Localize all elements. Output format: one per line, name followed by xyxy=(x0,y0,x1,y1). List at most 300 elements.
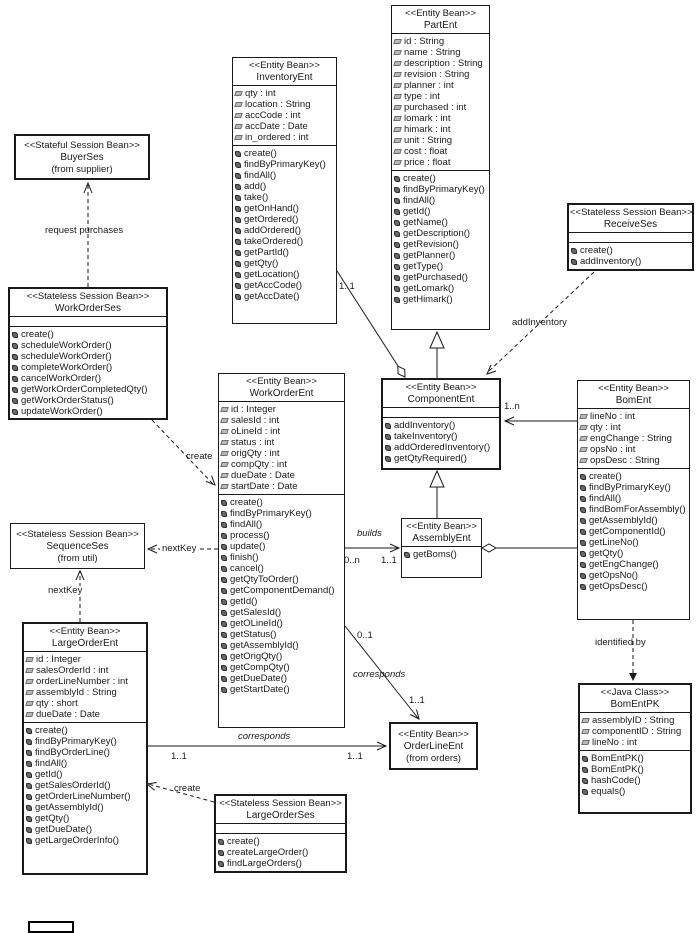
operation-icon xyxy=(12,332,18,338)
stereotype-label: <<Entity Bean>> xyxy=(406,521,477,532)
operation-icon xyxy=(12,376,18,382)
operation-row xyxy=(580,482,688,493)
class-boment xyxy=(577,380,690,620)
member-text: opsNo : int xyxy=(590,444,636,455)
operation-icon xyxy=(12,387,18,393)
operations-compartment xyxy=(580,750,690,812)
member-text: scheduleWorkOrder() xyxy=(21,340,112,351)
operation-row xyxy=(235,236,335,247)
operation-icon xyxy=(235,294,241,300)
operation-icon xyxy=(394,264,400,270)
class-inventoryent xyxy=(232,57,337,324)
member-text: planner : int xyxy=(404,80,454,91)
operations-compartment xyxy=(578,468,689,619)
operation-row xyxy=(582,775,689,786)
operation-row xyxy=(12,373,165,384)
operation-row xyxy=(235,181,335,192)
class-name: LargeOrderSes xyxy=(246,810,315,821)
operation-icon xyxy=(582,789,588,795)
operation-row xyxy=(394,250,488,261)
operation-row xyxy=(394,184,488,195)
member-text: salesId : int xyxy=(231,415,280,426)
operation-icon xyxy=(218,839,224,845)
operation-row xyxy=(12,329,165,340)
operation-icon xyxy=(221,500,227,506)
operation-row xyxy=(26,824,145,835)
class-name: BomEnt xyxy=(615,395,652,406)
member-text: status : int xyxy=(231,437,275,448)
member-text: qty : short xyxy=(36,698,78,709)
member-text: findByPrimaryKey() xyxy=(403,184,485,195)
class-title xyxy=(391,727,476,766)
attribute-icon xyxy=(220,451,229,456)
operation-icon xyxy=(235,283,241,289)
operation-icon xyxy=(394,242,400,248)
operation-row xyxy=(580,471,688,482)
class-package: (from orders) xyxy=(406,752,461,764)
stereotype-label: <<Stateless Session Bean>> xyxy=(570,207,693,218)
operation-row xyxy=(580,493,688,504)
operation-row xyxy=(26,725,145,736)
attribute-icon xyxy=(25,701,34,706)
operation-icon xyxy=(394,187,400,193)
operation-icon xyxy=(385,445,391,451)
class-name: AssemblyEnt xyxy=(412,533,471,544)
operation-row xyxy=(571,256,691,267)
class-name: BuyerSes xyxy=(60,151,104,163)
class-title xyxy=(219,374,344,401)
operation-row xyxy=(582,786,689,797)
member-text: getStatus() xyxy=(230,629,277,640)
operation-row xyxy=(221,618,343,629)
member-text: opsDesc : String xyxy=(590,455,660,466)
member-text: create() xyxy=(403,173,436,184)
operation-icon xyxy=(580,529,586,535)
attributes-compartment xyxy=(383,407,499,417)
operation-row xyxy=(26,736,145,747)
multiplicity-builds-target: 1..1 xyxy=(381,555,397,566)
class-receiveses xyxy=(567,203,694,271)
operation-icon xyxy=(12,354,18,360)
attribute-icon xyxy=(234,91,243,96)
operation-row xyxy=(221,552,343,563)
attributes-compartment xyxy=(216,823,345,833)
member-text: componentID : String xyxy=(592,726,682,737)
operation-row xyxy=(12,340,165,351)
operation-icon xyxy=(235,173,241,179)
member-text: lineNo : int xyxy=(590,411,635,422)
operation-row xyxy=(580,526,688,537)
operation-row xyxy=(394,261,488,272)
operation-icon xyxy=(221,522,227,528)
attribute-row xyxy=(26,676,145,687)
member-text: equals() xyxy=(591,786,626,797)
operation-row xyxy=(235,159,335,170)
member-text: finish() xyxy=(230,552,259,563)
member-text: getSalesOrderId() xyxy=(35,780,111,791)
member-text: addOrderedInventory() xyxy=(394,442,491,453)
member-text: getId() xyxy=(403,206,431,217)
attribute-icon xyxy=(234,135,243,140)
edge-label-builds: builds xyxy=(357,528,382,539)
operation-row xyxy=(235,269,335,280)
operation-icon xyxy=(221,566,227,572)
operation-row xyxy=(580,504,688,515)
attributes-compartment xyxy=(10,316,166,326)
member-text: getAccDate() xyxy=(244,291,300,302)
attribute-row xyxy=(235,88,335,99)
attribute-row xyxy=(394,124,488,135)
member-text: in_ordered : int xyxy=(245,132,309,143)
operation-icon xyxy=(394,286,400,292)
member-text: getName() xyxy=(403,217,448,228)
member-text: takeOrdered() xyxy=(244,236,304,247)
class-componentent xyxy=(381,378,501,470)
member-text: getHimark() xyxy=(403,294,453,305)
operation-icon xyxy=(26,838,32,844)
operation-row xyxy=(26,769,145,780)
member-text: getQty() xyxy=(244,258,279,269)
operations-compartment xyxy=(10,326,166,418)
operation-row xyxy=(218,836,344,847)
attribute-icon xyxy=(579,447,588,452)
attribute-row xyxy=(221,415,343,426)
member-text: BomEntPK() xyxy=(591,753,644,764)
operation-icon xyxy=(26,739,32,745)
stereotype-label: <<Entity Bean>> xyxy=(49,626,121,637)
operation-icon xyxy=(221,643,227,649)
attribute-icon xyxy=(393,138,402,143)
attributes-compartment xyxy=(580,712,690,750)
operation-row xyxy=(394,173,488,184)
member-text: accCode : int xyxy=(245,110,301,121)
operation-icon xyxy=(221,687,227,693)
attribute-icon xyxy=(25,657,34,662)
operation-row xyxy=(221,651,343,662)
attribute-row xyxy=(394,80,488,91)
operation-row xyxy=(582,753,689,764)
member-text: startDate : Date xyxy=(231,481,298,492)
attribute-row xyxy=(582,715,689,726)
operation-row xyxy=(394,206,488,217)
attribute-row xyxy=(394,146,488,157)
operation-icon xyxy=(221,654,227,660)
operations-compartment xyxy=(233,145,336,323)
operation-icon xyxy=(221,599,227,605)
member-text: cancel() xyxy=(230,563,264,574)
member-text: getPartId() xyxy=(244,247,289,258)
operation-icon xyxy=(12,365,18,371)
member-text: findByPrimaryKey() xyxy=(230,508,312,519)
operation-icon xyxy=(235,206,241,212)
class-assemblyent xyxy=(401,518,482,578)
operation-row xyxy=(385,453,498,464)
stereotype-label: <<Stateful Session Bean>> xyxy=(24,139,140,151)
class-largeorderses xyxy=(214,794,347,873)
class-name: LargeOrderEnt xyxy=(51,638,119,649)
member-text: addInventory() xyxy=(394,420,456,431)
operation-row xyxy=(221,541,343,552)
operation-icon xyxy=(221,577,227,583)
operation-row xyxy=(235,247,335,258)
attribute-row xyxy=(26,698,145,709)
operation-row xyxy=(571,245,691,256)
operation-row xyxy=(394,228,488,239)
operation-icon xyxy=(221,621,227,627)
operation-icon xyxy=(26,750,32,756)
operation-icon xyxy=(221,676,227,682)
attribute-row xyxy=(394,102,488,113)
attribute-row xyxy=(221,470,343,481)
member-text: create() xyxy=(35,725,68,736)
class-title xyxy=(402,519,481,546)
class-bomentpk xyxy=(578,683,692,814)
attribute-icon xyxy=(579,425,588,430)
operation-row xyxy=(580,581,688,592)
stereotype-label: <<Stateless Session Bean>> xyxy=(26,291,150,302)
operation-icon xyxy=(580,485,586,491)
edge-label-create-largeorder: create xyxy=(174,783,201,794)
operation-icon xyxy=(235,151,241,157)
attribute-icon xyxy=(393,94,402,99)
operation-icon xyxy=(26,728,32,734)
class-name: PartEnt xyxy=(423,20,458,31)
attribute-row xyxy=(582,737,689,748)
stereotype-label: <<Entity Bean>> xyxy=(598,383,669,394)
member-text: hashCode() xyxy=(591,775,641,786)
operation-icon xyxy=(26,816,32,822)
member-text: getQty() xyxy=(589,548,624,559)
member-text: getOpsDesc() xyxy=(589,581,648,592)
class-largeorderent xyxy=(22,622,148,875)
operation-icon xyxy=(582,756,588,762)
operation-row xyxy=(235,148,335,159)
attribute-row xyxy=(221,459,343,470)
attribute-row xyxy=(580,455,688,466)
member-text: getDueDate() xyxy=(35,824,93,835)
class-buyerses xyxy=(14,134,150,180)
class-name: WorkOrderEnt xyxy=(249,388,314,399)
operation-icon xyxy=(221,533,227,539)
member-text: getOpsNo() xyxy=(589,570,639,581)
operation-row xyxy=(12,406,165,417)
stereotype-label: <<Entity Bean>> xyxy=(249,60,320,71)
operation-icon xyxy=(26,827,32,833)
member-text: getOrdered() xyxy=(244,214,299,225)
attributes-compartment xyxy=(219,401,344,494)
operation-row xyxy=(580,537,688,548)
edge-label-add-inventory: addInventory xyxy=(512,317,567,328)
member-text: getDueDate() xyxy=(230,673,288,684)
operation-row xyxy=(580,548,688,559)
member-text: cost : float xyxy=(404,146,448,157)
attribute-row xyxy=(394,58,488,69)
member-text: qty : int xyxy=(590,422,621,433)
operation-row xyxy=(12,395,165,406)
operation-row xyxy=(12,362,165,373)
member-text: himark : int xyxy=(404,124,451,135)
attribute-icon xyxy=(25,690,34,695)
operation-icon xyxy=(221,665,227,671)
member-text: add() xyxy=(244,181,267,192)
member-text: price : float xyxy=(404,157,451,168)
attribute-icon xyxy=(234,113,243,118)
attribute-icon xyxy=(220,440,229,445)
class-workorderent xyxy=(218,373,345,728)
class-name: SequenceSes xyxy=(46,540,109,552)
operation-icon xyxy=(218,861,224,867)
attribute-icon xyxy=(581,718,590,723)
attribute-icon xyxy=(393,105,402,110)
operation-row xyxy=(26,780,145,791)
stereotype-label: <<Java Class>> xyxy=(600,687,670,698)
member-text: findByPrimaryKey() xyxy=(244,159,326,170)
operation-icon xyxy=(221,588,227,594)
member-text: location : String xyxy=(245,99,311,110)
member-text: getOrderLineNumber() xyxy=(35,791,131,802)
operation-icon xyxy=(385,423,391,429)
member-text: create() xyxy=(244,148,277,159)
attribute-row xyxy=(221,437,343,448)
member-text: findAll() xyxy=(230,519,263,530)
attribute-row xyxy=(580,433,688,444)
operation-icon xyxy=(26,783,32,789)
operation-icon xyxy=(12,343,18,349)
member-text: getStartDate() xyxy=(230,684,290,695)
operation-icon xyxy=(394,253,400,259)
operation-row xyxy=(235,192,335,203)
attributes-compartment xyxy=(233,85,336,145)
class-title xyxy=(569,205,692,232)
edge-label-nextkey-workorder: nextKey xyxy=(162,543,197,554)
class-title xyxy=(11,527,144,566)
attribute-row xyxy=(394,135,488,146)
class-orderlineent xyxy=(389,722,478,770)
class-name: WorkOrderSes xyxy=(55,303,121,314)
operation-icon xyxy=(235,228,241,234)
attribute-row xyxy=(221,481,343,492)
member-text: getWorkOrderStatus() xyxy=(21,395,114,406)
operations-compartment xyxy=(402,546,481,577)
attribute-icon xyxy=(220,462,229,467)
operation-icon xyxy=(580,551,586,557)
member-text: findAll() xyxy=(35,758,68,769)
operation-row xyxy=(394,195,488,206)
member-text: dueDate : Date xyxy=(36,709,100,720)
attribute-icon xyxy=(579,458,588,463)
operation-icon xyxy=(580,584,586,590)
member-text: findAll() xyxy=(244,170,277,181)
attribute-icon xyxy=(25,668,34,673)
member-text: update() xyxy=(230,541,266,552)
operation-row xyxy=(394,239,488,250)
operation-icon xyxy=(385,434,391,440)
member-text: create() xyxy=(230,497,263,508)
operation-row xyxy=(580,559,688,570)
member-text: orderLineNumber : int xyxy=(36,676,128,687)
attribute-row xyxy=(26,709,145,720)
operation-row xyxy=(235,214,335,225)
multiplicity-inventory-component: 1..1 xyxy=(339,281,355,292)
multiplicity-builds-source: 0..n xyxy=(344,555,360,566)
member-text: getSalesId() xyxy=(230,607,282,618)
operation-icon xyxy=(582,778,588,784)
member-text: name : String xyxy=(404,47,461,58)
member-text: getAssemblyId() xyxy=(230,640,299,651)
operation-row xyxy=(26,791,145,802)
operation-row xyxy=(221,629,343,640)
member-text: create() xyxy=(227,836,260,847)
operation-icon xyxy=(580,573,586,579)
attribute-row xyxy=(235,99,335,110)
operation-row xyxy=(221,596,343,607)
member-text: salesOrderId : int xyxy=(36,665,109,676)
clipped-box-fragment xyxy=(28,921,74,933)
stereotype-label: <<Entity Bean>> xyxy=(398,728,469,740)
operation-row xyxy=(221,662,343,673)
operation-icon xyxy=(580,518,586,524)
member-text: getLargeOrderInfo() xyxy=(35,835,119,846)
operation-row xyxy=(580,515,688,526)
attribute-icon xyxy=(25,679,34,684)
operation-row xyxy=(580,570,688,581)
operation-icon xyxy=(221,511,227,517)
operation-row xyxy=(404,549,480,560)
operation-row xyxy=(26,813,145,824)
attribute-row xyxy=(235,110,335,121)
operation-row xyxy=(12,351,165,362)
member-text: id : Integer xyxy=(36,654,81,665)
member-text: getLocation() xyxy=(244,269,300,280)
member-text: getAssemblyId() xyxy=(589,515,658,526)
operation-icon xyxy=(571,259,577,265)
stereotype-label: <<Stateless Session Bean>> xyxy=(219,798,342,809)
class-title xyxy=(216,796,345,823)
operation-icon xyxy=(571,248,577,254)
member-text: findAll() xyxy=(403,195,436,206)
edge-label-corresponds-workorder: corresponds xyxy=(353,669,406,680)
operation-icon xyxy=(394,297,400,303)
operation-row xyxy=(385,431,498,442)
operation-icon xyxy=(235,217,241,223)
operation-icon xyxy=(235,184,241,190)
attribute-icon xyxy=(393,72,402,77)
class-title xyxy=(24,624,146,651)
operation-icon xyxy=(582,767,588,773)
attribute-icon xyxy=(25,712,34,717)
operations-compartment xyxy=(383,417,499,468)
operation-icon xyxy=(394,176,400,182)
member-text: revision : String xyxy=(404,69,470,80)
attribute-icon xyxy=(581,729,590,734)
attribute-icon xyxy=(220,429,229,434)
member-text: findBomForAssembly() xyxy=(589,504,686,515)
attribute-icon xyxy=(393,127,402,132)
operation-row xyxy=(221,574,343,585)
operation-row xyxy=(221,563,343,574)
operation-row xyxy=(221,607,343,618)
member-text: process() xyxy=(230,530,270,541)
member-text: lineNo : int xyxy=(592,737,637,748)
attribute-row xyxy=(235,132,335,143)
member-text: take() xyxy=(244,192,269,203)
operation-row xyxy=(235,203,335,214)
operation-row xyxy=(221,519,343,530)
operation-row xyxy=(221,684,343,695)
member-text: getComponentId() xyxy=(589,526,666,537)
attributes-compartment xyxy=(578,408,689,468)
operation-icon xyxy=(221,544,227,550)
